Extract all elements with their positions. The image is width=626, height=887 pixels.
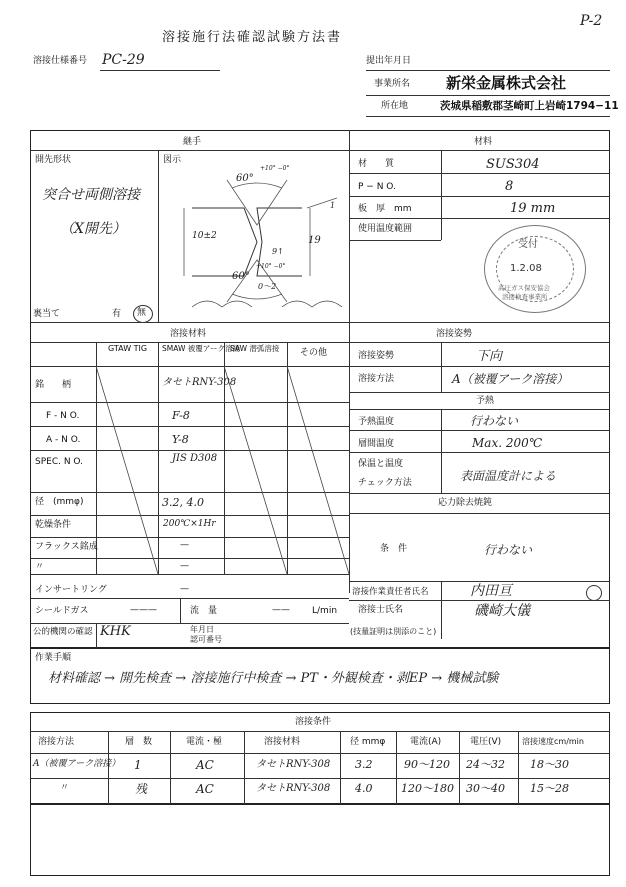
- row1-amps: 90〜120: [404, 758, 450, 771]
- col-saw: SAW 潜弧溶接: [230, 344, 280, 353]
- brand-label: 銘 柄: [35, 380, 72, 390]
- stamp-org: 高圧ガス保安協会: [498, 284, 550, 292]
- spec-label: 溶接仕様番号: [33, 56, 88, 66]
- row1-material: タセトRNY-308: [256, 759, 331, 770]
- groove-shape-value-2: （X開先）: [60, 221, 126, 237]
- figure-label: 図示: [163, 155, 182, 165]
- spec-no-smaw: JIS D308: [172, 453, 218, 464]
- preheat-temp-value: 行わない: [470, 414, 519, 428]
- col-smaw: SMAW 被覆アーク溶接: [162, 344, 241, 353]
- row2-layers: 残: [135, 782, 148, 796]
- diameter-smaw: 3.2, 4.0: [162, 496, 204, 509]
- insert-ring-label: インサートリング: [35, 585, 107, 595]
- backing-no: 無: [137, 308, 147, 318]
- conditions-header: 溶接条件: [295, 717, 332, 727]
- thickness-value: 19 mm: [510, 201, 556, 216]
- groove-shape-label: 開先形状: [35, 155, 72, 165]
- pwht-condition-value: 行わない: [484, 543, 533, 557]
- temp-range-label: 使用温度範囲: [358, 224, 413, 234]
- consumables-header: 溶接材料: [170, 329, 207, 339]
- company-name: 新栄金属株式会社: [446, 74, 567, 92]
- submit-date-label: 提出年月日: [366, 56, 412, 66]
- col-layers: 層 数: [125, 737, 153, 747]
- stamp-received: 受付: [518, 239, 538, 250]
- manager-name: 内田亘: [470, 583, 512, 599]
- row1-speed: 18〜30: [530, 758, 569, 771]
- keep-temp-value: 表面温度計による: [460, 469, 557, 483]
- row2-amps: 120〜180: [401, 782, 454, 795]
- angle-bottom-tolerance: +10° −0°: [256, 263, 286, 270]
- authority-label: 公的機関の確認: [33, 627, 93, 637]
- flux-smaw: —: [180, 540, 189, 550]
- col-volts: 電圧(V): [470, 737, 502, 747]
- row2-material: タセトRNY-308: [256, 783, 331, 794]
- angle-bottom: 60°: [232, 271, 250, 282]
- material-label: 材 質: [358, 159, 395, 169]
- welder-label: 溶接士氏名: [358, 605, 404, 615]
- dim-right: 19: [308, 235, 321, 246]
- interpass-label: 層間温度: [358, 439, 395, 449]
- spec-no-label: SPEC. N O.: [35, 457, 84, 467]
- drying-label: 乾燥条件: [35, 520, 72, 530]
- page-number: P-2: [580, 13, 603, 29]
- weld-position-label: 溶接姿勢: [358, 351, 395, 361]
- address: 茨城県稲敷郡茎崎町上岩崎1794−11: [440, 100, 619, 112]
- stamp-date: 1.2.08: [510, 263, 542, 274]
- stamp-office: 溶接検査事業所: [502, 293, 548, 301]
- ano-label: A - N O.: [46, 435, 81, 445]
- row1-polarity: AC: [196, 758, 214, 772]
- backing-label: 裏当て: [33, 309, 61, 319]
- row1-layers: 1: [134, 758, 142, 772]
- row2-diameter: 4.0: [355, 782, 373, 795]
- groove-shape-value: 突合せ両側溶接: [42, 187, 140, 203]
- weld-method-label: 溶接方法: [358, 374, 395, 384]
- weld-position-value: 下向: [476, 349, 503, 364]
- col-material: 溶接材料: [264, 737, 301, 747]
- weld-method-value: A（被覆アーク溶接）: [452, 372, 569, 386]
- angle-top: 60°: [236, 173, 254, 184]
- col-amps: 電流(A): [410, 737, 442, 747]
- ditto-smaw: —: [180, 561, 189, 571]
- keep-temp-label: 保温と温度: [358, 459, 404, 469]
- col-speed: 溶接速度cm/min: [522, 737, 584, 746]
- procedure-label: 作業手順: [35, 653, 72, 663]
- material-header: 材料: [474, 137, 493, 147]
- row2-polarity: AC: [196, 782, 214, 796]
- flow-unit: L/min: [312, 606, 338, 616]
- brand-smaw: タセトRNY-308: [162, 377, 237, 388]
- procedure-text: 材料確認 → 開先検査 → 溶接施行中検査 → PT・外観検査・剥EP → 機械試験: [48, 671, 499, 686]
- drying-smaw: 200℃×1Hr: [163, 519, 216, 529]
- address-label: 所在地: [381, 101, 409, 111]
- date-label: 年月日: [190, 625, 214, 634]
- col-diameter: 径 mmφ: [350, 737, 386, 747]
- page-title: 溶接施行法確認試験方法書: [162, 30, 343, 45]
- col-gtaw: GTAW TIG: [108, 344, 148, 353]
- col-other: その他: [300, 348, 328, 358]
- flow-label: 流 量: [190, 606, 218, 616]
- pwht-header: 応力除去焼鈍: [438, 498, 493, 508]
- preheat-header: 予熱: [476, 396, 495, 406]
- root-gap: 0〜2: [258, 282, 277, 291]
- diameter-label: 径 (mmφ): [35, 497, 84, 507]
- welder-note: (技量証明は別添のこと): [350, 627, 437, 636]
- joint-header: 継手: [183, 137, 202, 147]
- fno-smaw: F-8: [172, 409, 190, 422]
- row1-diameter: 3.2: [355, 758, 373, 771]
- pno-value: 8: [505, 179, 514, 194]
- spec-number: PC-29: [102, 52, 145, 68]
- col-method: 溶接方法: [38, 737, 75, 747]
- thickness-label: 板 厚 mm: [358, 204, 412, 214]
- angle-top-tolerance: +10° −0°: [260, 165, 290, 172]
- fno-label: F - N O.: [46, 411, 80, 421]
- ditto-label: 〃: [35, 562, 45, 572]
- backing-yes: 有: [112, 309, 122, 319]
- fig-mark-2: 9↑: [272, 247, 284, 256]
- dim-left: 10±2: [192, 231, 217, 241]
- row1-method: A（被覆アーク溶接）: [33, 759, 121, 769]
- row2-speed: 15〜28: [530, 782, 569, 795]
- fig-mark: 1: [330, 201, 336, 210]
- position-header: 溶接姿勢: [436, 329, 473, 339]
- authority-value: KHK: [100, 624, 131, 639]
- pwht-condition-label: 条 件: [380, 544, 408, 554]
- row1-volts: 24〜32: [466, 758, 505, 771]
- preheat-temp-label: 予熱温度: [358, 417, 395, 427]
- interpass-value: Max. 200℃: [472, 436, 543, 450]
- row2-volts: 30〜40: [466, 782, 505, 795]
- check-method-label: チェック方法: [358, 478, 412, 488]
- pno-label: P − N O.: [358, 182, 396, 192]
- col-current-polarity: 電流・極: [186, 737, 223, 747]
- row2-method: 〃: [60, 783, 70, 793]
- blank-area: [30, 804, 610, 876]
- company-label: 事業所名: [374, 79, 411, 89]
- seal-mark: [586, 585, 602, 601]
- flux-label: フラックス銘成: [35, 542, 98, 552]
- ano-smaw: Y-8: [172, 433, 189, 446]
- welder-name: 磯崎大儀: [474, 603, 530, 619]
- material-value: SUS304: [486, 157, 540, 172]
- manager-label: 溶接作業責任者氏名: [352, 587, 429, 597]
- approval-label: 認可番号: [190, 635, 222, 644]
- shield-gas-label: シールドガス: [35, 606, 89, 616]
